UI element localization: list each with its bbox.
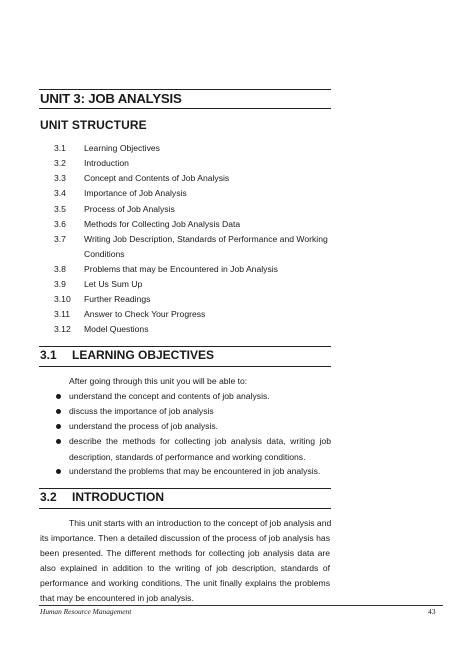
toc-number: 3.9	[54, 279, 66, 289]
toc-number: 3.8	[54, 264, 66, 274]
footer-rule	[39, 605, 443, 606]
intro-paragraph-line: been presented. The different methods for collecting job analysis data are	[40, 548, 330, 558]
section-top-rule	[39, 346, 331, 347]
toc-number: 3.2	[54, 158, 66, 168]
toc-title-continuation: Conditions	[84, 249, 125, 259]
toc-number: 3.3	[54, 173, 66, 183]
objective-item: understand the process of job analysis.	[69, 421, 219, 431]
section-heading-introduction	[40, 490, 164, 504]
bullet-icon	[56, 469, 61, 474]
bullet-icon	[56, 409, 61, 414]
toc-title: Writing Job Description, Standards of Performance and Working	[84, 234, 328, 244]
title-top-rule	[39, 89, 331, 90]
section-top-rule	[39, 488, 331, 489]
intro-paragraph-line: performance and working conditions. The unit finally explains the problems	[40, 578, 330, 588]
toc-title: Problems that may be Encountered in Job Analysis	[84, 264, 278, 274]
bullet-icon	[56, 394, 61, 399]
toc-number: 3.7	[54, 234, 66, 244]
unit-title: UNIT 3: JOB ANALYSIS	[40, 91, 182, 106]
toc-number: 3.10	[54, 294, 71, 304]
section-title: LEARNING OBJECTIVES	[72, 348, 215, 362]
intro-paragraph-line: This unit starts with an introduction to the concept of job analysis and	[69, 518, 332, 528]
toc-title: Concept and Contents of Job Analysis	[84, 173, 230, 183]
toc-title: Process of Job Analysis	[84, 204, 175, 214]
toc-title: Let Us Sum Up	[84, 279, 143, 289]
toc-title: Model Questions	[84, 324, 149, 334]
intro-paragraph-line: that may be encountered in job analysis.	[40, 593, 194, 603]
objective-item: describe the methods for collecting job analysis data, writing job	[69, 436, 331, 446]
section-bottom-rule	[39, 508, 331, 509]
toc-number: 3.11	[54, 309, 71, 319]
unit-structure-heading: UNIT STRUCTURE	[40, 118, 147, 132]
objective-item-continuation: description, standards of performance and working conditions.	[69, 452, 306, 462]
toc-number: 3.6	[54, 219, 66, 229]
toc-title: Learning Objectives	[84, 143, 160, 153]
objective-item: understand the concept and contents of job analysis.	[69, 391, 270, 401]
section-heading-learning-objectives	[40, 348, 214, 362]
toc-number: 3.4	[54, 188, 66, 198]
toc-title: Answer to Check Your Progress	[84, 309, 206, 319]
toc-title: Introduction	[84, 158, 129, 168]
intro-paragraph-line: also explained in addition to the writing of job description, standards of	[40, 563, 330, 573]
section-title: INTRODUCTION	[72, 490, 164, 504]
toc-number: 3.5	[54, 204, 66, 214]
section-number: 3.2	[40, 490, 57, 504]
bullet-icon	[56, 424, 61, 429]
objective-item: understand the problems that may be encountered in job analysis.	[69, 466, 321, 476]
intro-paragraph-line: its importance. Then a detailed discussion of the process of job analysis has	[40, 533, 330, 543]
title-bottom-rule	[39, 108, 331, 109]
toc-number: 3.12	[54, 324, 71, 334]
objective-item: discuss the importance of job analysis	[69, 406, 214, 416]
page-number: 43	[428, 607, 436, 616]
section-bottom-rule	[39, 366, 331, 367]
toc-number: 3.1	[54, 143, 66, 153]
toc-title: Methods for Collecting Job Analysis Data	[84, 219, 241, 229]
section-number: 3.1	[40, 348, 57, 362]
footer-course-title: Human Resource Management	[40, 607, 132, 616]
toc-title: Importance of Job Analysis	[84, 188, 187, 198]
bullet-icon	[56, 439, 61, 444]
toc-title: Further Readings	[84, 294, 151, 304]
objectives-intro: After going through this unit you will be able to:	[69, 376, 248, 386]
